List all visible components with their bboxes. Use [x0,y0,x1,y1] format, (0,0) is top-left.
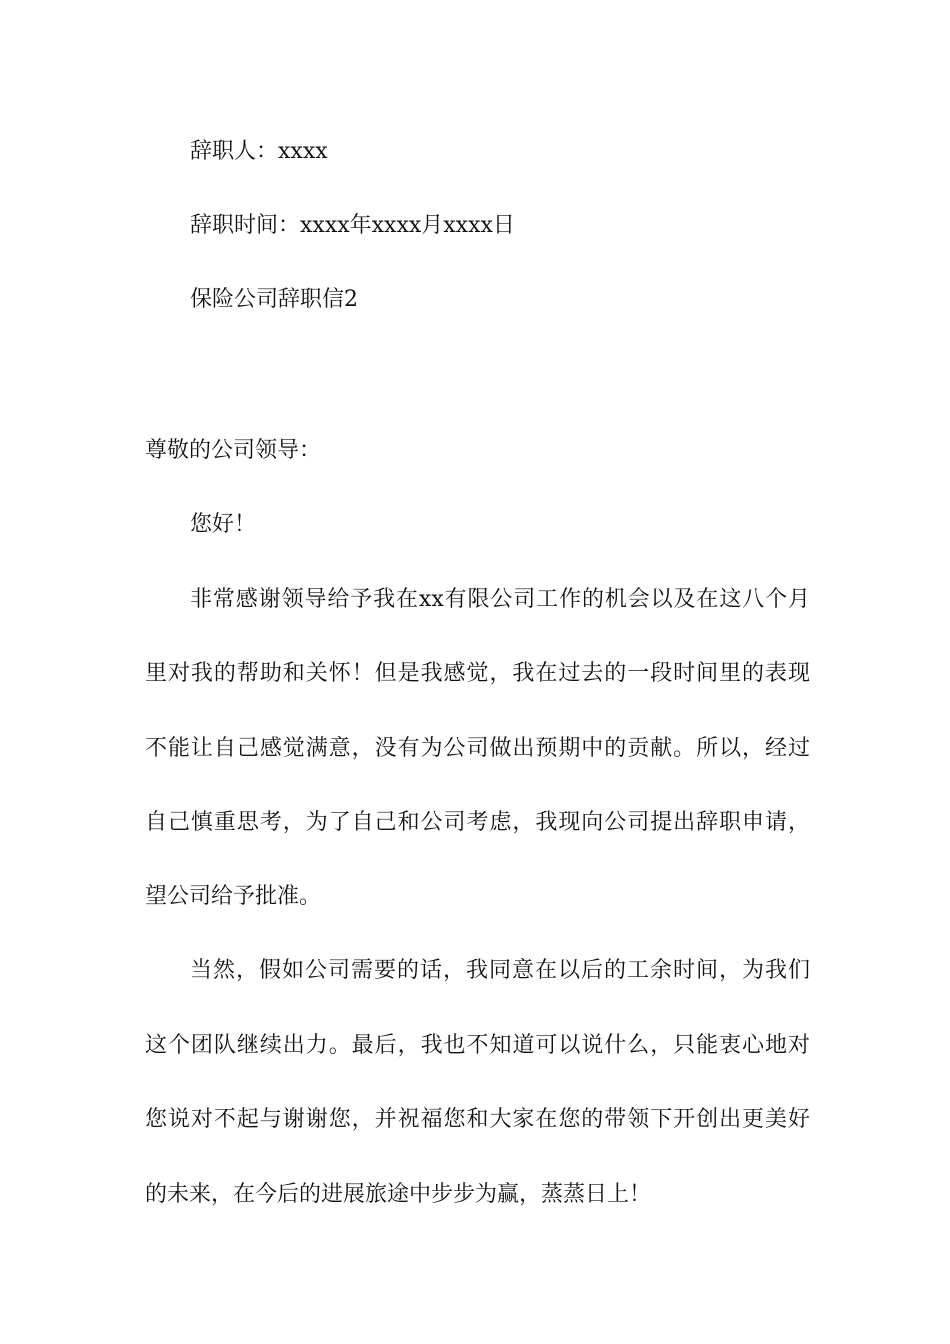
paragraph-line: 当然，假如公司需要的话，我同意在以后的工余时间，为我们 [190,958,810,983]
greeting: 您好！ [190,512,257,537]
paragraph-line: 这个团队继续出力。最后，我也不知道可以说什么，只能衷心地对 [145,1033,810,1058]
resigner-line: 辞职人：xxxx [190,139,328,164]
paragraph-line: 里对我的帮助和关怀！但是我感觉，我在过去的一段时间里的表现 [145,661,810,686]
salutation: 尊敬的公司领导： [145,438,322,463]
paragraph-line: 您说对不起与谢谢您，并祝福您和大家在您的带领下开创出更美好 [145,1107,810,1132]
paragraph-line: 望公司给予批准。 [145,884,322,909]
paragraph-line: 自己慎重思考，为了自己和公司考虑，我现向公司提出辞职申请， [145,810,810,835]
paragraph-line: 非常感谢领导给予我在xx有限公司工作的机会以及在这八个月 [190,587,810,612]
paragraph-line: 的未来，在今后的进展旅途中步步为赢，蒸蒸日上！ [145,1182,652,1207]
resignation-date-line: 辞职时间：xxxx年xxxx月xxxx日 [190,213,515,238]
section-title: 保险公司辞职信2 [190,287,358,312]
paragraph-line: 不能让自己感觉满意，没有为公司做出预期中的贡献。所以，经过 [145,736,810,761]
